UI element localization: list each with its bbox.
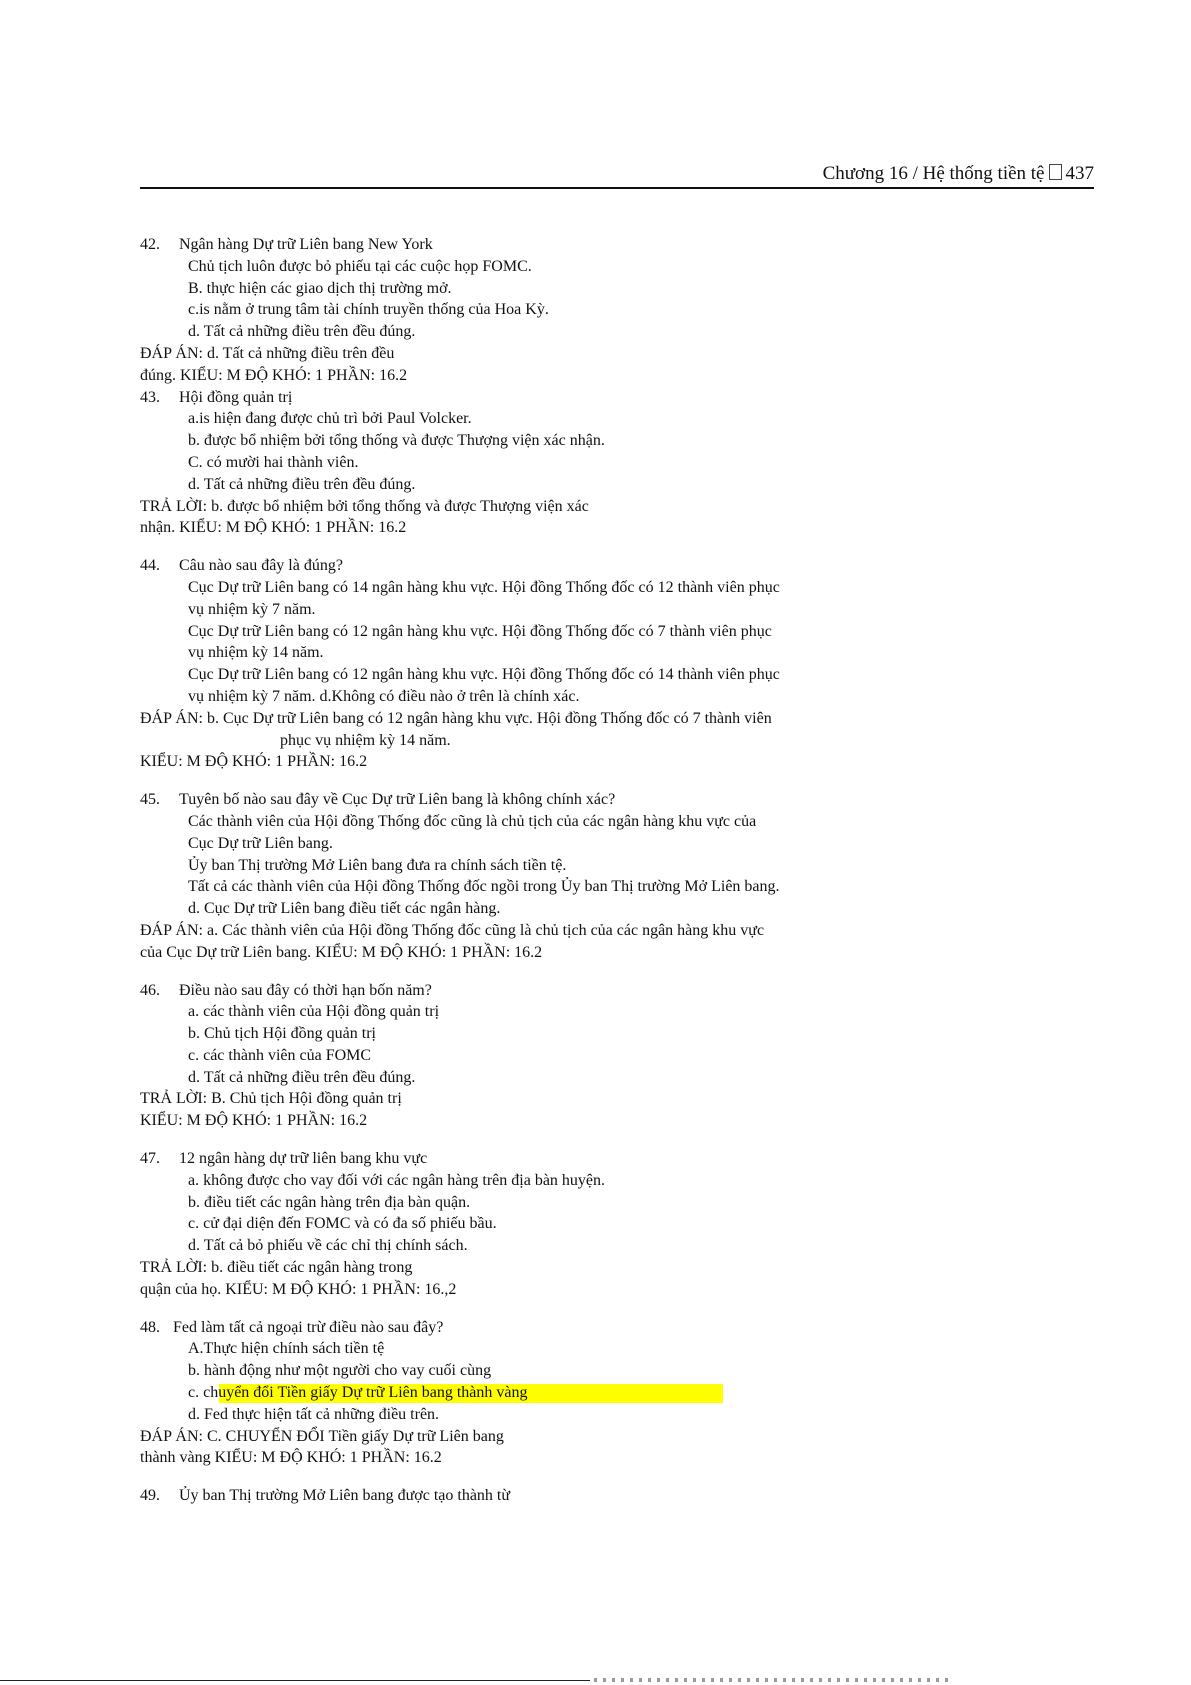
option: c.is nằm ở trung tâm tài chính truyền thống của Hoa Kỳ. <box>188 301 549 319</box>
answer-line: TRẢ LỜI: B. Chủ tịch Hội đồng quản trị <box>140 1090 402 1108</box>
page-number: 437 <box>1065 163 1094 184</box>
question-stem <box>140 1148 900 1170</box>
question-47 <box>140 1148 900 1301</box>
question-text: Tuyên bố nào sau đây về Cục Dự trữ Liên bang là không chính xác? <box>179 791 616 809</box>
option: A.Thực hiện chính sách tiền tệ <box>188 1340 385 1358</box>
answer-line: TRẢ LỜI: b. điều tiết các ngân hàng trong <box>140 1259 413 1277</box>
answer-line: đúng. KIỂU: M ĐỘ KHÓ: 1 PHẦN: 16.2 <box>140 366 408 384</box>
answer-line: KIỂU: M ĐỘ KHÓ: 1 PHẦN: 16.2 <box>140 753 368 771</box>
question-number: 47. <box>140 1150 160 1168</box>
option: b. điều tiết các ngân hàng trên địa bàn quận. <box>188 1193 471 1211</box>
option: B. thực hiện các giao dịch thị trường mở. <box>188 279 452 297</box>
answer-line: phục vụ nhiệm kỳ 14 năm. <box>280 731 451 749</box>
question-stem <box>140 1485 900 1507</box>
question-49 <box>140 1485 900 1507</box>
answer-line: nhận. KIỂU: M ĐỘ KHÓ: 1 PHẦN: 16.2 <box>140 519 407 537</box>
option: d. Cục Dự trữ Liên bang điều tiết các ngân hàng. <box>188 900 501 918</box>
question-stem <box>140 980 900 1002</box>
option: C. có mười hai thành viên. <box>188 453 359 471</box>
question-text: 12 ngân hàng dự trữ liên bang khu vực <box>179 1150 428 1168</box>
question-stem <box>140 387 900 409</box>
page-bottom-artifact <box>594 1678 954 1682</box>
question-text: Ủy ban Thị trường Mở Liên bang được tạo thành từ <box>179 1487 511 1505</box>
answer-line: TRẢ LỜI: b. được bổ nhiệm bởi tổng thống và được Thượng viện xác <box>140 497 589 515</box>
chapter-title: Chương 16 / Hệ thống tiền tệ <box>822 163 1045 184</box>
question-43 <box>140 387 900 540</box>
option: a. các thành viên của Hội đồng quản trị <box>188 1003 440 1021</box>
option: c. cử đại diện đến FOMC và có đa số phiếu bầu. <box>188 1215 497 1233</box>
question-number: 44. <box>140 557 160 575</box>
question-stem <box>140 1317 900 1339</box>
option: Tất cả các thành viên của Hội đồng Thống đốc ngồi trong Ủy ban Thị trường Mở Liên bang. <box>188 878 780 896</box>
option: d. Tất cả bỏ phiếu về các chỉ thị chính sách. <box>188 1237 468 1255</box>
answer-line: ĐÁP ÁN: C. CHUYỂN ĐỔI Tiền giấy Dự trữ Liên bang <box>140 1427 504 1445</box>
question-42 <box>140 234 900 387</box>
answer-line: ĐÁP ÁN: d. Tất cả những điều trên đều <box>140 344 395 362</box>
option: vụ nhiệm kỳ 14 năm. <box>188 644 324 662</box>
question-number: 46. <box>140 981 160 999</box>
question-list <box>140 234 900 1523</box>
answer-line: ĐÁP ÁN: a. Các thành viên của Hội đồng Thống đốc cũng là chủ tịch của các ngân hàng khu vực <box>140 921 765 939</box>
page-bottom-rule <box>0 1680 590 1681</box>
question-46 <box>140 980 900 1133</box>
question-44 <box>140 555 900 773</box>
question-stem <box>140 555 900 577</box>
question-text: Ngân hàng Dự trữ Liên bang New York <box>179 236 433 253</box>
option: Các thành viên của Hội đồng Thống đốc cũng là chủ tịch của các ngân hàng khu vực của <box>188 812 757 830</box>
option: c. các thành viên của FOMC <box>188 1046 372 1064</box>
option: Chủ tịch luôn được bỏ phiếu tại các cuộc họp FOMC. <box>188 257 532 275</box>
option: b. Chủ tịch Hội đồng quản trị <box>188 1025 376 1043</box>
option: vụ nhiệm kỳ 7 năm. <box>188 600 316 618</box>
answer-line: thành vàng KIỂU: M ĐỘ KHÓ: 1 PHẦN: 16.2 <box>140 1449 442 1467</box>
page-header <box>140 163 1094 185</box>
option: Cục Dự trữ Liên bang có 12 ngân hàng khu vực. Hội đồng Thống đốc có 7 thành viên phục <box>188 622 772 640</box>
question-text: Fed làm tất cả ngoại trừ điều nào sau đây? <box>173 1318 444 1336</box>
question-number: 45. <box>140 791 160 809</box>
question-number: 49. <box>140 1487 160 1505</box>
answer-line: của Cục Dự trữ Liên bang. KIỂU: M ĐỘ KHÓ: 1 PHẦN: 16.2 <box>140 943 543 961</box>
placeholder-box-icon <box>1049 164 1062 180</box>
question-45 <box>140 789 900 963</box>
option: Cục Dự trữ Liên bang có 14 ngân hàng khu vực. Hội đồng Thống đốc có 12 thành viên phục <box>188 578 780 596</box>
question-number: 42. <box>140 236 160 253</box>
option: d. Fed thực hiện tất cả những điều trên. <box>188 1405 440 1423</box>
option: Cục Dự trữ Liên bang có 12 ngân hàng khu vực. Hội đồng Thống đốc có 14 thành viên phục <box>188 666 780 684</box>
question-number: 43. <box>140 388 160 406</box>
option: b. hành động như một người cho vay cuối cùng <box>188 1362 492 1380</box>
option: d. Tất cả những điều trên đều đúng. <box>188 1068 416 1086</box>
question-text: Điều nào sau đây có thời hạn bốn năm? <box>179 981 432 999</box>
header-rule <box>140 187 1094 189</box>
answer-line: KIỂU: M ĐỘ KHÓ: 1 PHẦN: 16.2 <box>140 1112 368 1130</box>
option: a.is hiện đang được chủ trì bởi Paul Volcker. <box>188 410 472 428</box>
question-text: Hội đồng quản trị <box>179 388 293 406</box>
option: a. không được cho vay đối với các ngân hàng trên địa bàn huyện. <box>188 1171 606 1189</box>
option: d. Tất cả những điều trên đều đúng. <box>188 475 416 493</box>
option: d. Tất cả những điều trên đều đúng. <box>188 323 416 341</box>
answer-line: ĐÁP ÁN: b. Cục Dự trữ Liên bang có 12 ngân hàng khu vực. Hội đồng Thống đốc có 7 thành viên <box>140 709 772 727</box>
option: b. được bổ nhiệm bởi tổng thống và được Thượng viện xác nhận. <box>188 432 605 450</box>
question-stem <box>140 234 900 256</box>
question-text: Câu nào sau đây là đúng? <box>179 557 343 575</box>
answer-line: quận của họ. KIỂU: M ĐỘ KHÓ: 1 PHẦN: 16.,2 <box>140 1280 457 1298</box>
option: Cục Dự trữ Liên bang. <box>188 834 333 852</box>
question-stem <box>140 789 900 811</box>
question-number: 48. <box>140 1318 160 1336</box>
option-highlighted: c. chuyển đổi Tiền giấy Dự trữ Liên bang thành vàng <box>140 1382 900 1404</box>
option: vụ nhiệm kỳ 7 năm. d.Không có điều nào ở trên là chính xác. <box>188 687 580 705</box>
option: Ủy ban Thị trường Mở Liên bang đưa ra chính sách tiền tệ. <box>188 856 567 874</box>
question-48 <box>140 1317 900 1470</box>
